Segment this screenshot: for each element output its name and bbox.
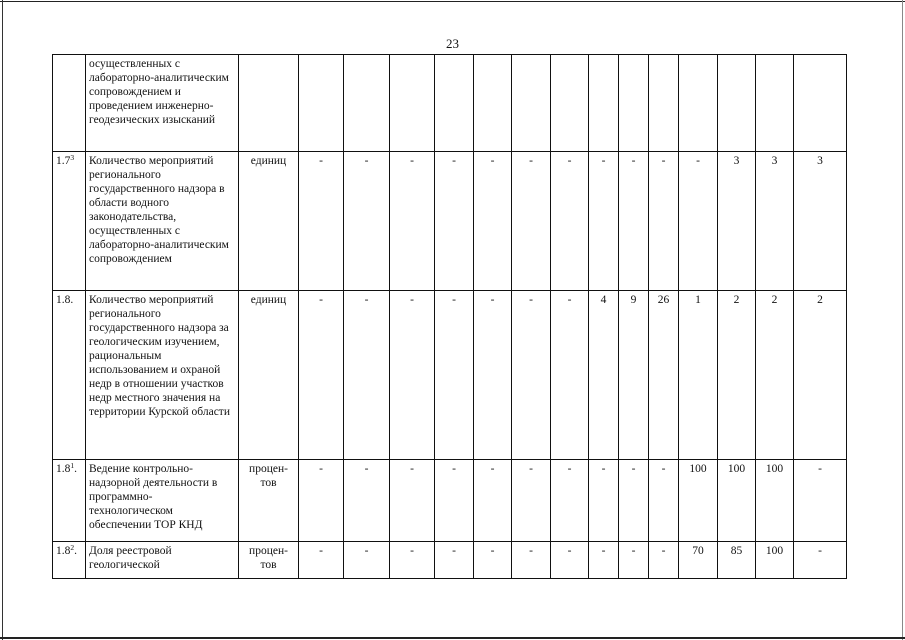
value-cell: - (649, 152, 679, 291)
value-cell: - (551, 291, 589, 460)
row-number-cell: $1.7^3$ (53, 152, 86, 291)
value-cell: - (435, 152, 474, 291)
value-cell: - (619, 460, 649, 542)
value-cell: - (649, 460, 679, 542)
page-edge-left (2, 0, 3, 640)
value-cell (474, 55, 512, 152)
page-edge-right (902, 0, 903, 640)
value-cell: - (344, 460, 390, 542)
value-cell (512, 55, 551, 152)
value-cell (619, 55, 649, 152)
value-cell: - (390, 291, 435, 460)
indicator-name-cell: Доля реестровой геологической (86, 542, 239, 579)
page-edge-top (0, 1, 905, 2)
value-cell: - (344, 542, 390, 579)
value-cell: 2 (718, 291, 756, 460)
value-cell (718, 55, 756, 152)
value-cell: 100 (718, 460, 756, 542)
value-cell (649, 55, 679, 152)
page-number: 23 (446, 36, 459, 51)
value-cell: - (512, 152, 551, 291)
value-cell: - (551, 152, 589, 291)
value-cell: 26 (649, 291, 679, 460)
value-cell: - (551, 542, 589, 579)
value-cell: - (435, 542, 474, 579)
value-cell: 4 (589, 291, 619, 460)
value-cell (344, 55, 390, 152)
unit-cell: процен-тов (239, 542, 299, 579)
value-cell (589, 55, 619, 152)
value-cell: - (344, 152, 390, 291)
table-row (53, 542, 847, 579)
value-cell (435, 55, 474, 152)
table-row (53, 152, 847, 291)
value-cell: - (299, 460, 344, 542)
value-cell: - (619, 152, 649, 291)
indicator-name-cell: Количество мероприятий регионального государственного надзора в области водного законодательства, осуществленных с лабораторно-аналитическим сопровождением (86, 152, 239, 291)
value-cell: 3 (794, 152, 847, 291)
value-cell: - (512, 460, 551, 542)
value-cell: 3 (756, 152, 794, 291)
value-cell: - (512, 291, 551, 460)
value-cell (551, 55, 589, 152)
value-cell (679, 55, 718, 152)
value-cell: - (344, 291, 390, 460)
value-cell (756, 55, 794, 152)
value-cell: 3 (718, 152, 756, 291)
table-row-continuation (53, 55, 847, 152)
value-cell: - (589, 152, 619, 291)
value-cell: - (299, 542, 344, 579)
value-cell: - (794, 460, 847, 542)
page-edge-bottom (0, 637, 905, 639)
value-cell: - (390, 542, 435, 579)
value-cell: 2 (794, 291, 847, 460)
value-cell: 2 (756, 291, 794, 460)
row-number-cell: $1.8^1$. (53, 460, 86, 542)
value-cell: 100 (679, 460, 718, 542)
unit-cell: единиц (239, 152, 299, 291)
value-cell (299, 55, 344, 152)
value-cell: - (390, 460, 435, 542)
value-cell: 1 (679, 291, 718, 460)
value-cell: - (679, 152, 718, 291)
unit-cell (239, 55, 299, 152)
value-cell: - (619, 542, 649, 579)
value-cell: 85 (718, 542, 756, 579)
value-cell: - (390, 152, 435, 291)
value-cell: - (474, 291, 512, 460)
value-cell (390, 55, 435, 152)
value-cell: - (551, 460, 589, 542)
value-cell (794, 55, 847, 152)
row-number-cell: 1.8. (53, 291, 86, 460)
indicator-name-cell: Количество мероприятий регионального государственного надзора за геологическим изучением, рациональным использованием и охраной недр в отношении участков недр местного значения на территории Курской области (86, 291, 239, 460)
value-cell: - (589, 542, 619, 579)
value-cell: - (794, 542, 847, 579)
unit-cell: процен-тов (239, 460, 299, 542)
unit-cell: единиц (239, 291, 299, 460)
value-cell: - (649, 542, 679, 579)
value-cell: - (299, 152, 344, 291)
value-cell: - (512, 542, 551, 579)
value-cell: 70 (679, 542, 718, 579)
indicator-name-cell: осуществленных с лабораторно-аналитическим сопровождением и проведением инженерно-геодезических изысканий (86, 55, 239, 152)
table-row (53, 291, 847, 460)
value-cell: 100 (756, 542, 794, 579)
table-row (53, 460, 847, 542)
row-number-cell: $1.8^2$. (53, 542, 86, 579)
value-cell: - (299, 291, 344, 460)
value-cell: - (474, 152, 512, 291)
indicator-name-cell: Ведение контрольно-надзорной деятельности в программно-технологическом обеспечении ТОР КНД (86, 460, 239, 542)
row-number-cell (53, 55, 86, 152)
value-cell: - (474, 460, 512, 542)
value-cell: 9 (619, 291, 649, 460)
indicators-table (52, 54, 847, 579)
value-cell: - (435, 460, 474, 542)
value-cell: - (589, 460, 619, 542)
value-cell: - (435, 291, 474, 460)
value-cell: 100 (756, 460, 794, 542)
value-cell: - (474, 542, 512, 579)
